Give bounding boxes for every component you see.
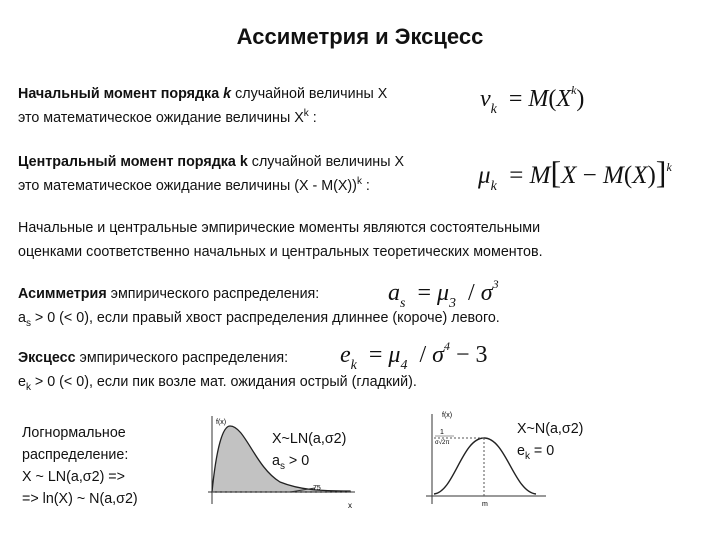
normal-label: X~N(a,σ2) $e_k = 0$ [517, 421, 584, 462]
excess-line2: > 0 (< 0), если пик возле мат. ожидания острый (гладкий). [30, 374, 417, 390]
asymmetry-text: Асимметрия эмпирического распределения: $a_s > 0$ (< 0), если правый хвост распределения длиннее (короче) левого. [18, 286, 500, 329]
formula-asymmetry: $a_s = \mu_3 / \sigma^3$ [388, 277, 499, 311]
asymmetry-rest: эмпирического распределения: [110, 286, 320, 302]
formula-initial-moment: $v_k = M(X^k)$ [480, 83, 585, 117]
initial-moment-end: : [308, 110, 317, 126]
central-moment-line2: это математическое ожидание величины (Х - М(Х)) [18, 178, 357, 194]
lognormal-fx-label: f(x) [216, 419, 227, 426]
central-moment-end: : [361, 178, 370, 194]
normal-peak-den: σ√2π [435, 440, 450, 446]
excess-text: Эксцесс эмпирического распределения: $e_k > 0$ (< 0), если пик возле мат. ожидания острый (гладкий). [18, 350, 417, 393]
formula-excess: $e_k = \mu_4 / \sigma^4 - 3$ [340, 339, 488, 373]
initial-moment-term: Начальный момент порядка [18, 86, 220, 102]
ln-label: X~LN(a,σ2) $a_s > 0$ [272, 431, 347, 472]
empirical-line1: Начальные и центральные эмпирические моменты являются состоятельными [18, 220, 541, 236]
central-moment-rest: случайной величины Х [251, 154, 404, 170]
initial-moment-line2: это математическое ожидание величины Х [18, 110, 304, 126]
formula-central-moment: $\mu_k = M[X - M(X)]^k$ [478, 154, 672, 194]
initial-moment-sup: k [303, 108, 309, 119]
central-moment-term: Центральный момент порядка k [18, 154, 248, 170]
asymmetry-line2: > 0 (< 0), если правый хвост распределения длиннее (короче) левого. [30, 310, 500, 326]
lognormal-tick: 75 [313, 485, 321, 492]
normal-fx-label: f(x) [442, 412, 453, 419]
asymmetry-term: Асимметрия [18, 286, 107, 302]
excess-rest: эмпирического распределения: [79, 350, 289, 366]
initial-moment-k: k [223, 86, 232, 102]
initial-moment-text [18, 82, 387, 132]
normal-peak-num: 1 [440, 429, 444, 436]
lognormal-x-label: x [348, 501, 352, 510]
empirical-text [18, 216, 543, 264]
central-moment-text [18, 150, 404, 200]
excess-term: Эксцесс [18, 350, 76, 366]
empirical-line2: оценками соответственно начальных и центральных теоретических моментов. [18, 244, 543, 260]
initial-moment-rest: случайной величины Х [235, 86, 388, 102]
lognormal-note: Логнормальное распределение: Х ~ LN(a,σ2) => => ln(X) ~ N(a,σ2) [22, 425, 138, 507]
normal-x-label: m [482, 501, 488, 508]
central-moment-sup: k [356, 176, 362, 187]
page-title: Ассиметрия и Эксцесс [236, 24, 484, 49]
